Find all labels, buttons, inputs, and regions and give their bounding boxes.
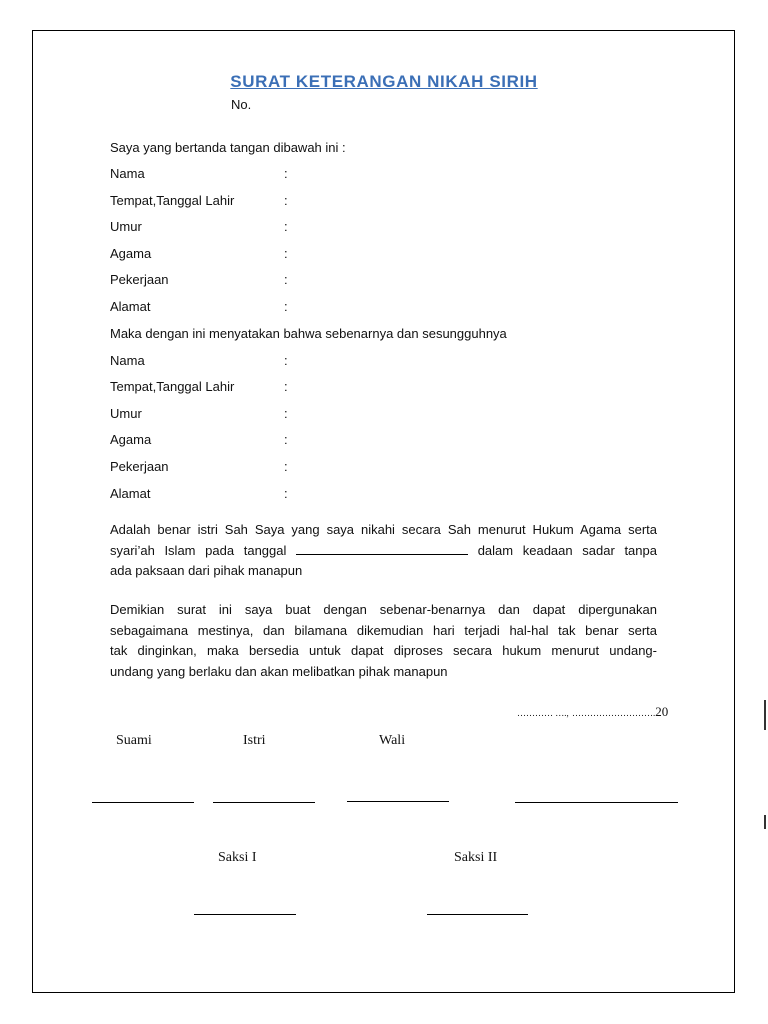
field-label: Pekerjaan [110,272,169,287]
signature-line-suami [92,802,194,803]
paragraph-line: Demikian surat ini saya buat dengan sebenar-benarnya dan dapat dipergunakan [110,602,657,617]
paragraph-text: dalam keadaan sadar tanpa [477,542,657,558]
document-title: SURAT KETERANGAN NIKAH SIRIH [230,72,538,91]
paragraph-line: Adalah benar istri Sah Saya yang saya nikahi secara Sah menurut Hukum Agama serta [110,522,657,537]
middle-statement: Maka dengan ini menyatakan bahwa sebenarnya dan sesungguhnya [110,326,507,341]
field-label: Agama [110,432,152,447]
field-label: Umur [110,219,142,234]
field-colon: : [284,406,288,421]
paragraph-line: ada paksaan dari pihak manapun [110,563,303,578]
signatory-saksi-2: Saksi II [454,850,498,865]
closing-paragraph [110,600,657,682]
document-number-label: No. [231,97,252,112]
signature-line-saksi-1 [194,914,296,915]
paragraph-text: syari’ah Islam pada tanggal [110,542,287,558]
place-dots: ………… …., [517,708,569,718]
field-colon: : [284,486,288,501]
field-label: Tempat,Tanggal Lahir [110,379,235,394]
field-label: Pekerjaan [110,459,169,474]
date-place-line [517,704,668,720]
signature-line-declarant [515,802,678,803]
paragraph-line: sebagaimana mestinya, dan bilamana dikemudian hari terjadi hal-hal tak benar serta [110,622,657,638]
paragraph-line: tak dinginkan, maka bersedia untuk dapat diproses secara hukum menurut undang- [110,643,657,658]
year-prefix: 20 [655,704,669,719]
field-label: Alamat [110,486,151,501]
field-colon: : [284,299,288,314]
field-colon: : [284,379,288,394]
field-colon: : [284,353,288,368]
signatory-saksi-1: Saksi I [218,850,257,865]
signature-line-saksi-2 [427,914,528,915]
paragraph-line [110,541,657,562]
field-label: Tempat,Tanggal Lahir [110,193,235,208]
date-blank [296,542,468,555]
field-label: Agama [110,246,152,261]
signatory-wali: Wali [379,733,406,748]
field-colon: : [284,459,288,474]
intro-text: Saya yang bertanda tangan dibawah ini : [110,140,346,155]
field-label: Nama [110,353,145,368]
field-colon: : [284,272,288,287]
field-label: Umur [110,406,142,421]
page-edge-mark [764,700,766,730]
signatory-istri: Istri [243,733,266,748]
field-colon: : [284,166,288,181]
field-label: Alamat [110,299,151,314]
field-colon: : [284,246,288,261]
field-label: Nama [110,166,145,181]
paragraph-line: undang yang berlaku dan akan melibatkan pihak manapun [110,663,448,679]
field-colon: : [284,432,288,447]
field-colon: : [284,193,288,208]
field-colon: : [284,219,288,234]
statement-paragraph [110,520,657,582]
signature-line-wali [347,801,449,802]
signatory-suami: Suami [116,733,152,748]
date-dots: ………………………. [572,708,656,718]
page-edge-mark [764,815,766,829]
signature-line-istri [213,802,315,803]
